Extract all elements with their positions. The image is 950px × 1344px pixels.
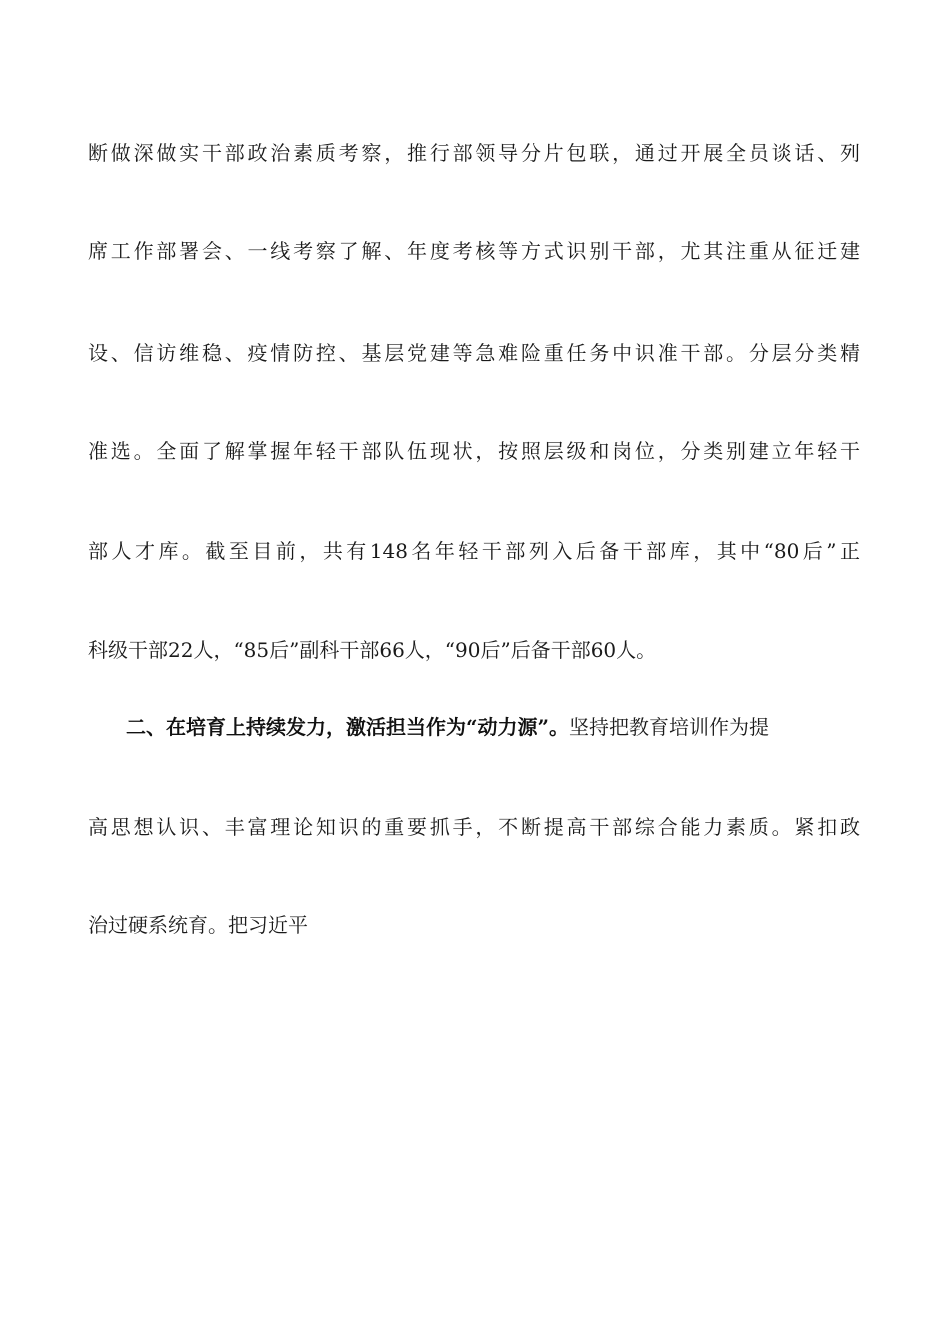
body-text-line: 设、信访维稳、疫情防控、基层党建等急难险重任务中识准干部。分层分类精 bbox=[88, 341, 860, 365]
body-text-line: 治过硬系统育。把习近平 bbox=[88, 913, 308, 937]
body-text-line: 断做深做实干部政治素质考察，推行部领导分片包联，通过开展全员谈话、列 bbox=[88, 141, 860, 165]
section-body-text: 坚持把教育培训作为提 bbox=[569, 715, 770, 739]
body-text-line: 高思想认识、丰富理论知识的重要抓手，不断提高干部综合能力素质。紧扣政 bbox=[88, 815, 860, 839]
body-text-line: 部人才库。截至目前，共有148名年轻干部列入后备干部库，其中“80后”正 bbox=[88, 539, 860, 563]
body-text-line: 准选。全面了解掌握年轻干部队伍现状，按照层级和岗位，分类别建立年轻干 bbox=[88, 439, 860, 463]
body-text-line: 席工作部署会、一线考察了解、年度考核等方式识别干部，尤其注重从征迁建 bbox=[88, 239, 860, 263]
section-paragraph-first-line bbox=[126, 709, 860, 745]
body-text-line: 科级干部22人，“85后”副科干部66人，“90后”后备干部60人。 bbox=[88, 638, 657, 662]
section-heading: 二、在培育上持续发力，激活担当作为“动力源”。 bbox=[126, 715, 570, 739]
